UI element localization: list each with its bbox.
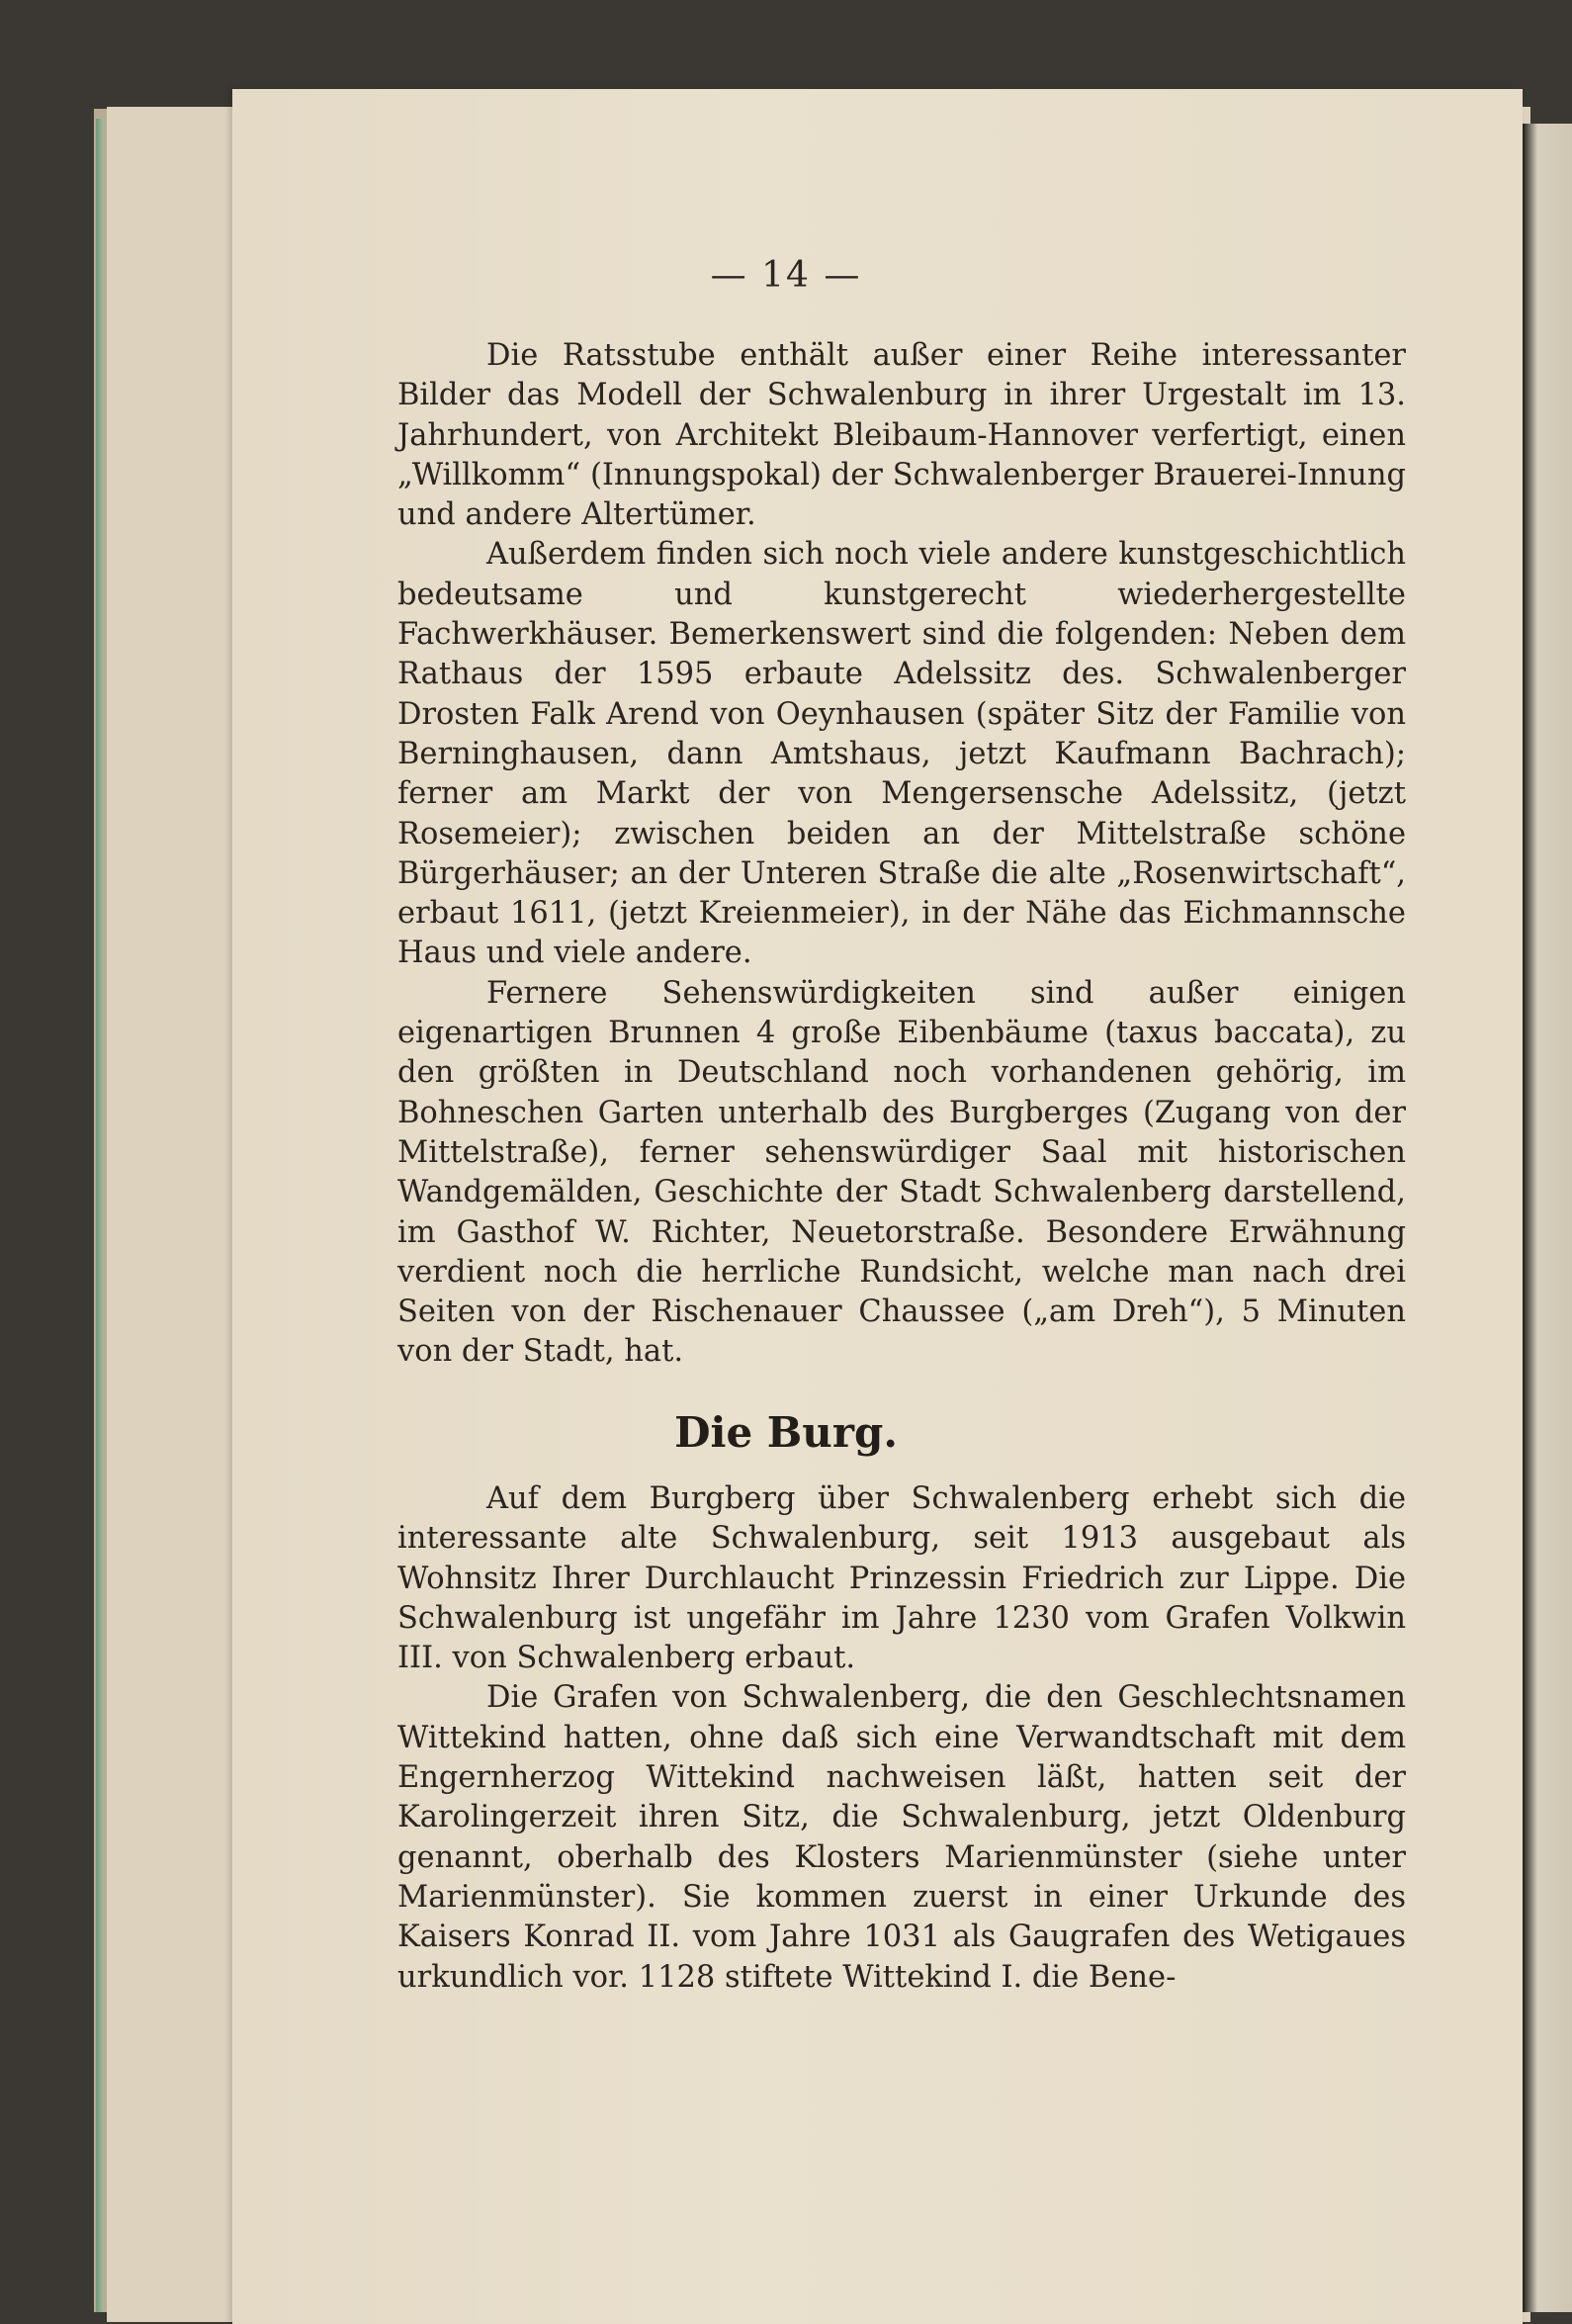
paragraph-burgberg: Auf dem Burgberg über Schwalenberg erhebt sich die interessante alte Schwalenburg, seit 1913 ausgebaut als Wohnsitz Ihrer Durchlaucht Prinzessin Friedrich zur Lippe. Die Schwalenburg ist ungefähr im Jahre 1230 vom Grafen Volkwin III. von Schwalenberg erbaut.: [397, 1481, 1406, 1676]
paragraph-grafen: Die Grafen von Schwalenberg, die den Geschlechtsnamen Wittekind hatten, ohne daß sich eine Verwandtschaft mit dem Engernherzog Wittekind nachweisen läßt, hatten seit der Karolingerzeit ihren Sitz, die Schwalenburg, jetzt Oldenburg genannt, oberhalb des Klosters Marienmünster (siehe unter Marienmünster). Sie kommen zuerst in einer Urkunde des Kaisers Konrad II. vom Jahre 1031 als Gaugrafen des Wetigaues urkundlich vor. 1128 stiftete Wittekind I. die Bene-: [397, 1680, 1406, 1995]
paragraph-ratsstube: Die Ratsstube enthält außer einer Reihe interessanter Bilder das Modell der Schwalenburg in ihrer Urgestalt im 13. Jahrhundert, von Architekt Bleibaum-Hannover verfertigt, einen „Willkomm“ (Innungspokal) der Schwalenberger Brauerei-Innung und andere Altertümer.: [397, 338, 1406, 533]
section-town-sights: [397, 336, 1406, 1373]
paragraph-fachwerkhaeuser: Außerdem finden sich noch viele andere kunstgeschichtlich bedeutsame und kunstgerecht wiederhergestellte Fachwerkhäuser. Bemerkenswert sind die folgenden: Neben dem Rathaus der 1595 erbaute Adelssitz des. Schwalenberger Drosten Falk Arend von Oeynhausen (später Sitz der Familie von Berninghausen, dann Amtshaus, jetzt Kaufmann Bachrach); ferner am Markt der von Mengersensche Adelssitz, (jetzt Rosemeier); zwischen beiden an der Mittelstraße schöne Bürgerhäuser; an der Unteren Straße die alte „Rosenwirtschaft“, erbaut 1611, (jetzt Kreienmeier), in der Nähe das Eichmannsche Haus und viele andere.: [397, 537, 1406, 971]
section-burg: [397, 1479, 1406, 1998]
paragraph-sehenswuerdigkeiten: Fernere Sehenswürdigkeiten sind außer einigen eigenartigen Brunnen 4 große Eibenbäume (taxus baccata), zu den größten in Deutschland noch vorhandenen gehörig, im Bohneschen Garten unterhalb des Burgberges (Zugang von der Mittelstraße), ferner sehenswürdiger Saal mit historischen Wandgemälden, Geschichte der Stadt Schwalenberg darstellend, im Gasthof W. Richter, Neuetorstraße. Besondere Erwähnung verdient noch die herrliche Rundsicht, welche man nach drei Seiten von der Rischenauer Chaussee („am Dreh“), 5 Minuten von der Stadt, hat.: [397, 975, 1406, 1370]
section-heading-burg: Die Burg.: [674, 1408, 898, 1457]
page-number: — 14 —: [710, 255, 862, 296]
facing-page-edge: [1523, 124, 1572, 2312]
book-spine-edge: [96, 119, 104, 2312]
